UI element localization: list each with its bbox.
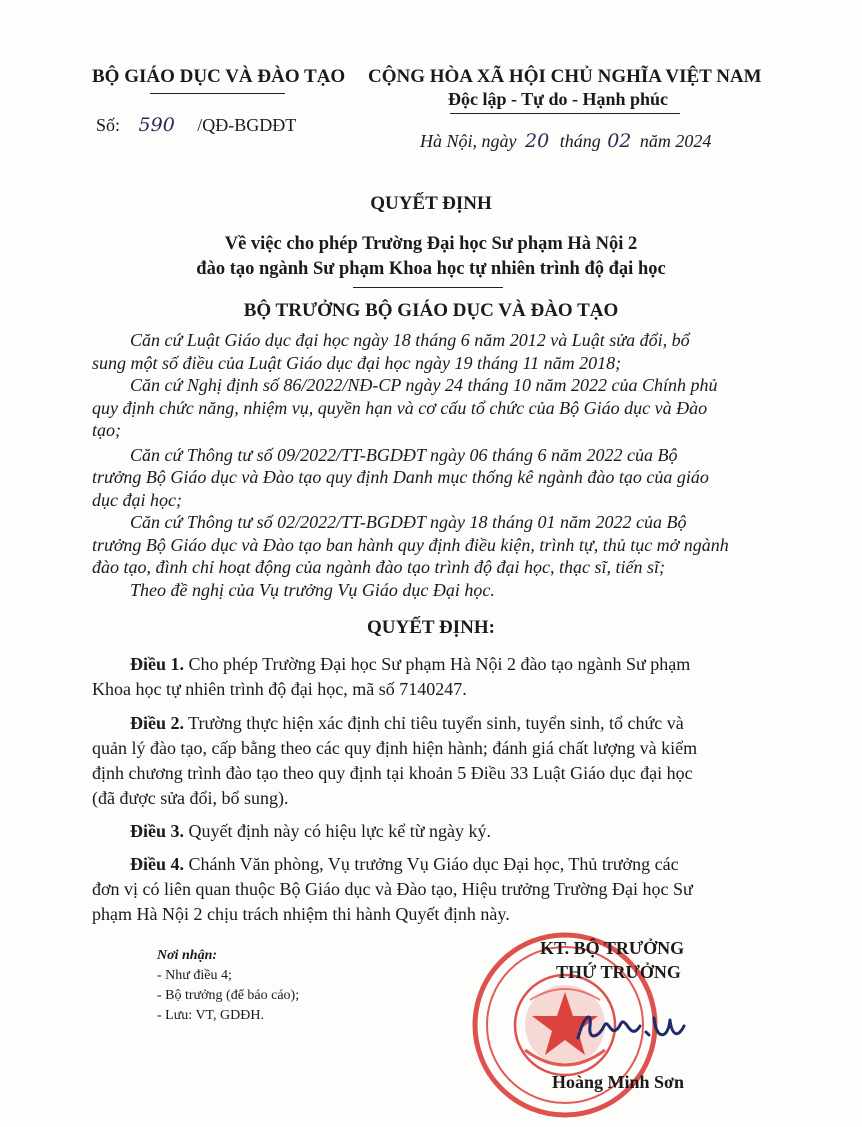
- document-title: QUYẾT ĐỊNH: [370, 193, 492, 214]
- ministry-underline: [150, 93, 285, 94]
- basis-2-line-3: tạo;: [92, 420, 121, 440]
- ministry-name: BỘ GIÁO DỤC VÀ ĐÀO TẠO: [92, 66, 346, 87]
- authority-heading: BỘ TRƯỞNG BỘ GIÁO DỤC VÀ ĐÀO TẠO: [243, 300, 619, 321]
- article-1-line-2: Khoa học tự nhiên trình độ đại học, mã số 7140247.: [92, 679, 467, 699]
- document-number: [96, 114, 296, 136]
- signature-title-1: KT. BỘ TRƯỞNG: [540, 938, 685, 958]
- basis-3-line-2: trưởng Bộ Giáo dục và Đào tạo quy định Danh mục thống kê ngành đào tạo của giáo: [92, 467, 709, 487]
- basis-3-line-3: dục đại học;: [92, 489, 182, 510]
- number-value: 590: [138, 114, 175, 136]
- number-label: Số:: [96, 115, 121, 135]
- article-2-line-2: quản lý đào tạo, cấp bằng theo các quy định hiện hành; đánh giá chất lượng và kiểm: [92, 738, 698, 758]
- republic-name: CỘNG HÒA XÃ HỘI CHỦ NGHĨA VIỆT NAM: [368, 66, 762, 87]
- article-4-text: Chánh Văn phòng, Vụ trưởng Vụ Giáo dục Đại học, Thủ trưởng các: [184, 854, 679, 874]
- article-2-line-4: (đã được sửa đổi, bổ sung).: [92, 788, 289, 808]
- handwritten-signature: [570, 996, 690, 1056]
- date-month-label: tháng: [559, 131, 601, 151]
- signature-title-2: THỨ TRƯỞNG: [556, 962, 681, 982]
- basis-1-line-2: sung một số điều của Luật Giáo dục đại học ngày 19 tháng 11 năm 2018;: [92, 352, 622, 373]
- decision-heading: QUYẾT ĐỊNH:: [367, 617, 495, 638]
- date-day: 20: [525, 130, 550, 152]
- subject-line-2: đào tạo ngành Sư phạm Khoa học tự nhiên trình độ đại học: [196, 259, 666, 279]
- basis-4-line-2: trưởng Bộ Giáo dục và Đào tạo ban hành quy định điều kiện, trình tự, thủ tục mở ngành: [92, 534, 729, 555]
- legal-bases: [92, 329, 772, 601]
- basis-4-line-3: đào tạo, đình chỉ hoạt động của ngành đào tạo trình độ đại học, thạc sĩ, tiến sĩ;: [92, 557, 665, 577]
- issue-date: [420, 130, 711, 152]
- number-suffix: /QĐ-BGDĐT: [197, 115, 297, 135]
- recipients-block: [157, 946, 299, 1026]
- recipient-item: - Lưu: VT, GDĐH.: [157, 1008, 265, 1023]
- basis-5-line-1: Theo đề nghị của Vụ trưởng Vụ Giáo dục Đại học.: [130, 579, 495, 600]
- basis-4-line-1: Căn cứ Thông tư số 02/2022/TT-BGDĐT ngày 18 tháng 01 năm 2022 của Bộ: [130, 512, 687, 532]
- article-2-line-3: định chương trình đào tạo theo quy định tại khoản 5 Điều 33 Luật Giáo dục đại học: [92, 763, 693, 783]
- basis-3-line-1: Căn cứ Thông tư số 09/2022/TT-BGDĐT ngày 06 tháng 6 năm 2022 của Bộ: [130, 444, 678, 465]
- article-1-line-1: [92, 652, 772, 677]
- article-1-text: Cho phép Trường Đại học Sư phạm Hà Nội 2 đào tạo ngành Sư phạm: [184, 654, 691, 674]
- article-3-line-1: [92, 819, 772, 844]
- article-2-line-1: [92, 711, 772, 736]
- date-year: năm 2024: [639, 131, 712, 151]
- article-4-label: Điều 4.: [130, 854, 184, 874]
- recipients-title: Nơi nhận:: [157, 948, 218, 963]
- article-3-text: Quyết định này có hiệu lực kể từ ngày ký.: [184, 821, 491, 841]
- subject-line-1: Về việc cho phép Trường Đại học Sư phạm Hà Nội 2: [224, 234, 638, 254]
- date-prefix: Hà Nội, ngày: [420, 131, 517, 151]
- article-3-label: Điều 3.: [130, 821, 184, 841]
- article-1-label: Điều 1.: [130, 654, 184, 674]
- articles: [92, 652, 772, 927]
- national-motto: Độc lập - Tự do - Hạnh phúc: [448, 89, 669, 109]
- subject-underline: [353, 287, 503, 288]
- article-2-label: Điều 2.: [130, 713, 184, 733]
- basis-2-line-1: Căn cứ Nghị định số 86/2022/NĐ-CP ngày 24 tháng 10 năm 2022 của Chính phủ: [130, 375, 718, 395]
- basis-1-line-1: Căn cứ Luật Giáo dục đại học ngày 18 tháng 6 năm 2012 và Luật sửa đổi, bổ: [130, 330, 690, 350]
- signer-name: Hoàng Minh Sơn: [552, 1072, 685, 1092]
- article-4-line-1: [92, 852, 772, 877]
- article-4-line-2: đơn vị có liên quan thuộc Bộ Giáo dục và Đào tạo, Hiệu trưởng Trường Đại học Sư: [92, 879, 693, 899]
- recipient-item: - Như điều 4;: [157, 968, 232, 983]
- date-month: 02: [607, 130, 632, 152]
- motto-underline: [450, 113, 680, 114]
- recipient-item: - Bộ trưởng (để báo cáo);: [157, 988, 300, 1003]
- article-4-line-3: phạm Hà Nội 2 chịu trách nhiệm thi hành Quyết định này.: [92, 904, 510, 924]
- basis-2-line-2: quy định chức năng, nhiệm vụ, quyền hạn và cơ cấu tổ chức của Bộ Giáo dục và Đào: [92, 397, 708, 418]
- article-2-text: Trường thực hiện xác định chỉ tiêu tuyển sinh, tuyển sinh, tổ chức và: [184, 713, 684, 733]
